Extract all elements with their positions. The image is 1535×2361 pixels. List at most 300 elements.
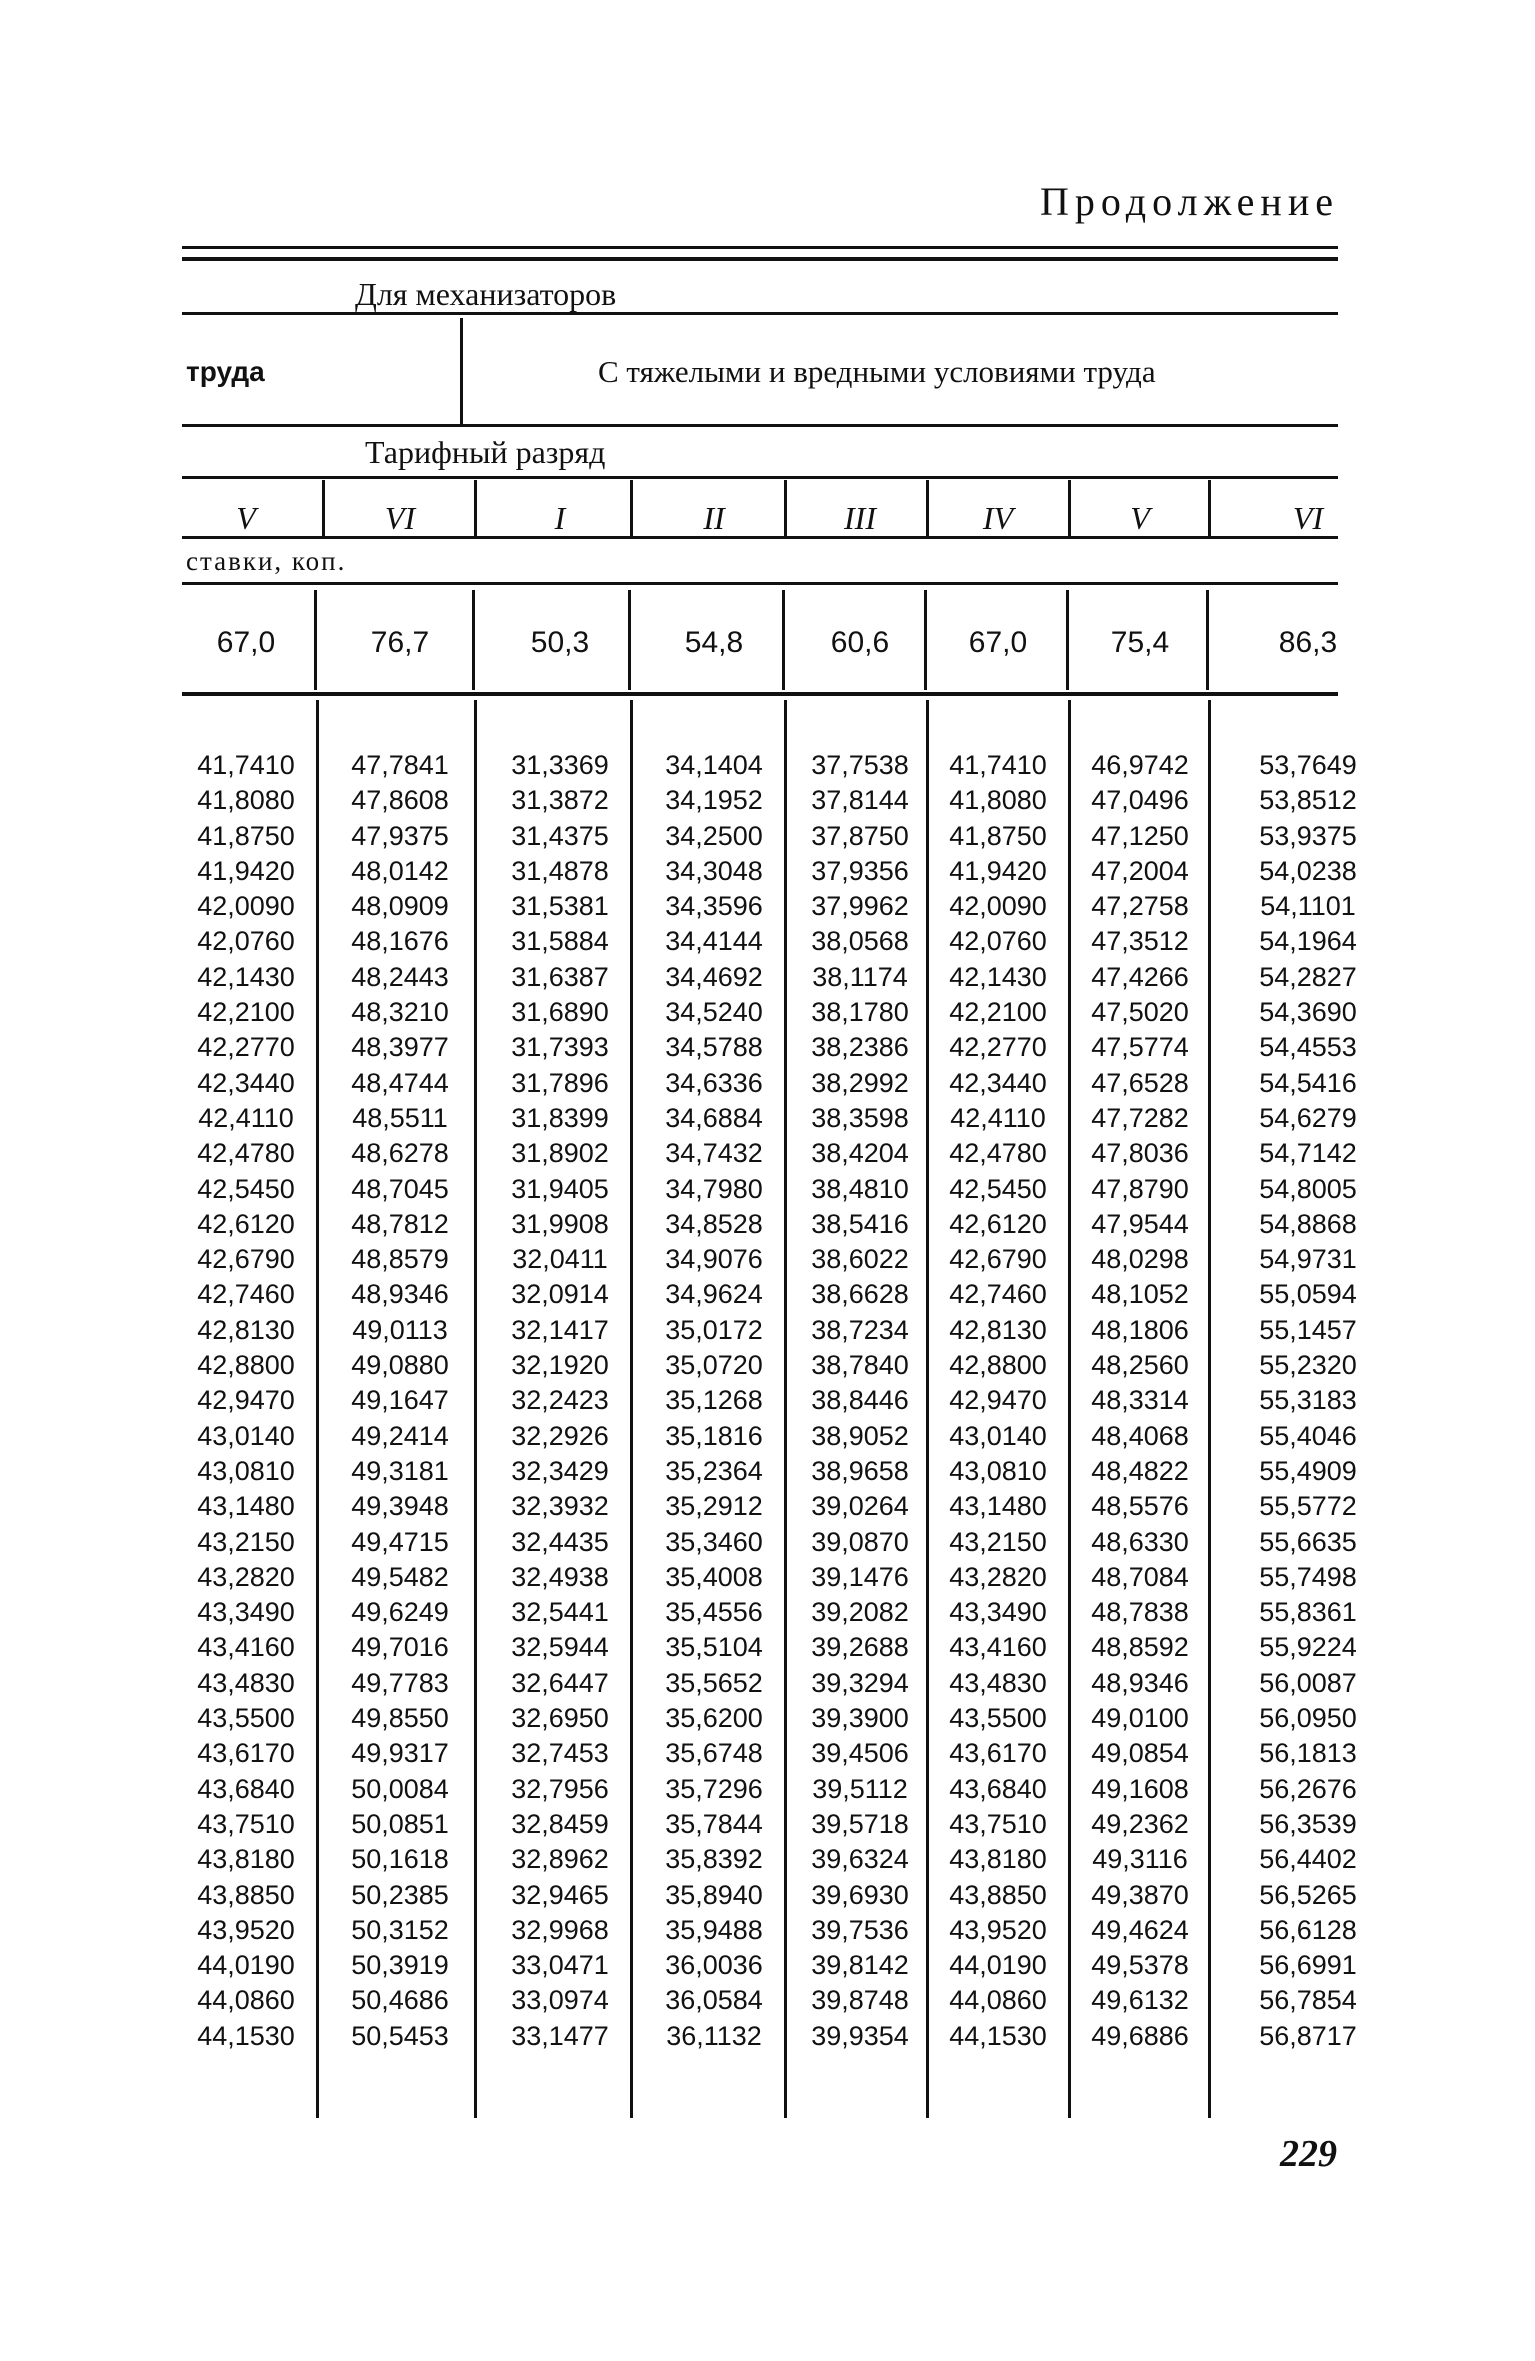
table-cell: 35,8940 <box>665 1879 763 1910</box>
table-cell: 31,8399 <box>511 1102 609 1133</box>
heavy-rule <box>182 424 1338 427</box>
table-cell: 42,7460 <box>949 1279 1047 1310</box>
table-cell: 32,7453 <box>511 1738 609 1769</box>
table-cell: 56,4402 <box>1259 1844 1357 1875</box>
table-cell: 42,2100 <box>197 997 295 1028</box>
table-cell: 56,0950 <box>1259 1703 1357 1734</box>
table-cell: 34,7980 <box>665 1173 763 1204</box>
table-cell: 39,8748 <box>811 1985 909 2016</box>
table-cell: 42,3440 <box>949 1067 1047 1098</box>
table-cell: 48,0298 <box>1091 1244 1189 1275</box>
table-cell: 49,7783 <box>351 1667 449 1698</box>
table-cell: 50,4686 <box>351 1985 449 2016</box>
table-cell: 43,2820 <box>949 1561 1047 1592</box>
table-cell: 42,0760 <box>949 926 1047 957</box>
table-cell: 42,1430 <box>197 961 295 992</box>
table-cell: 34,1952 <box>665 785 763 816</box>
table-cell: 33,0471 <box>511 1950 609 1981</box>
tariff-label: Тарифный разряд <box>365 434 606 470</box>
table-cell: 49,9317 <box>351 1738 449 1769</box>
table-cell: 31,6387 <box>511 961 609 992</box>
table-cell: 49,0113 <box>352 1314 448 1345</box>
table-cell: 44,1530 <box>197 2020 295 2051</box>
table-cell: 50,3919 <box>351 1950 449 1981</box>
table-cell: 39,3900 <box>811 1703 909 1734</box>
table-cell: 38,6022 <box>811 1244 909 1275</box>
table-cell: 56,6128 <box>1259 1914 1357 1945</box>
table-cell: 54,8868 <box>1259 1208 1357 1239</box>
trud-label: труда <box>186 356 265 387</box>
table-cell: 35,9488 <box>665 1914 763 1945</box>
table-cell: 48,0142 <box>351 855 449 886</box>
table-cell: 49,4715 <box>351 1526 449 1557</box>
table-cell: 48,4744 <box>351 1067 449 1098</box>
table-cell: 35,1268 <box>665 1385 763 1416</box>
table-cell: 42,2770 <box>949 1032 1047 1063</box>
table-cell: 50,5453 <box>351 2020 449 2051</box>
table-cell: 54,3690 <box>1259 997 1357 1028</box>
table-cell: 41,7410 <box>197 750 295 780</box>
data-column-4 <box>644 748 784 2054</box>
table-cell: 42,8130 <box>949 1314 1047 1345</box>
top-rule-2 <box>182 257 1338 261</box>
table-cell: 54,4553 <box>1259 1032 1357 1063</box>
table-cell: 34,3048 <box>665 855 763 886</box>
table-cell: 43,4160 <box>949 1632 1047 1663</box>
table-cell: 32,0914 <box>511 1279 609 1310</box>
table-cell: 49,4624 <box>1091 1914 1189 1945</box>
table-cell: 34,7432 <box>665 1138 763 1169</box>
table-cell: 42,6790 <box>197 1244 295 1275</box>
table-cell: 54,1101 <box>1260 891 1356 922</box>
table-cell: 39,7536 <box>811 1914 909 1945</box>
table-cell: 49,6132 <box>1091 1985 1189 2016</box>
table-cell: 43,6170 <box>197 1738 295 1769</box>
table-cell: 43,4160 <box>197 1632 295 1663</box>
table-cell: 47,6528 <box>1091 1067 1189 1098</box>
table-cell: 43,0140 <box>949 1420 1047 1451</box>
table-cell: 42,2770 <box>197 1032 295 1063</box>
table-cell: 43,0810 <box>197 1455 295 1486</box>
table-cell: 43,6840 <box>197 1773 295 1804</box>
table-cell: 35,6748 <box>665 1738 763 1769</box>
table-cell: 43,5500 <box>197 1703 295 1734</box>
table-cell: 48,2560 <box>1091 1350 1189 1381</box>
table-cell: 43,2150 <box>949 1526 1047 1557</box>
table-cell: 49,0854 <box>1091 1738 1189 1769</box>
table-cell: 39,0264 <box>811 1491 909 1522</box>
table-cell: 47,4266 <box>1091 961 1189 992</box>
table-cell: 43,1480 <box>949 1491 1047 1522</box>
grade-col-7: V <box>1130 500 1150 536</box>
grade-divider <box>474 480 477 536</box>
table-cell: 47,8608 <box>351 785 449 816</box>
table-cell: 31,9405 <box>511 1173 609 1204</box>
table-cell: 49,0100 <box>1091 1703 1189 1734</box>
table-cell: 48,3210 <box>351 997 449 1028</box>
table-cell: 43,9520 <box>949 1914 1047 1945</box>
table-cell: 35,5104 <box>665 1632 763 1663</box>
table-cell: 46,9742 <box>1091 750 1189 780</box>
table-cell: 34,2500 <box>665 820 763 851</box>
data-column-5 <box>790 748 930 2054</box>
table-cell: 50,1618 <box>351 1844 449 1875</box>
body-divider <box>784 700 787 2118</box>
rate-col-6: 67,0 <box>968 626 1028 659</box>
table-cell: 35,8392 <box>665 1844 763 1875</box>
table-cell: 48,6330 <box>1091 1526 1189 1557</box>
table-cell: 42,6120 <box>949 1208 1047 1239</box>
table-cell: 31,7896 <box>511 1067 609 1098</box>
table-cell: 39,5718 <box>811 1808 909 1839</box>
table-cell: 55,1457 <box>1259 1314 1357 1345</box>
grade-col-6: IV <box>982 500 1014 536</box>
table-cell: 32,2926 <box>511 1420 609 1451</box>
table-cell: 39,8142 <box>811 1950 909 1981</box>
table-cell: 31,9908 <box>511 1208 609 1239</box>
table-cell: 32,5944 <box>511 1632 609 1663</box>
table-cell: 32,7956 <box>511 1773 609 1804</box>
table-cell: 47,5020 <box>1091 997 1189 1028</box>
table-cell: 32,1417 <box>511 1314 609 1345</box>
table-cell: 48,5576 <box>1091 1491 1189 1522</box>
table-cell: 33,0974 <box>511 1985 609 2016</box>
table-cell: 48,7084 <box>1091 1561 1189 1592</box>
table-cell: 42,9470 <box>949 1385 1047 1416</box>
table-cell: 43,0810 <box>949 1455 1047 1486</box>
table-cell: 43,9520 <box>197 1914 295 1945</box>
table-cell: 39,1476 <box>811 1561 909 1592</box>
table-cell: 34,6336 <box>665 1067 763 1098</box>
table-cell: 32,9465 <box>511 1879 609 1910</box>
table-cell: 32,3429 <box>511 1455 609 1486</box>
table-cell: 55,3183 <box>1259 1385 1357 1416</box>
table-cell: 48,4822 <box>1091 1455 1189 1486</box>
table-cell: 32,0411 <box>512 1244 608 1275</box>
table-cell: 48,2443 <box>351 961 449 992</box>
table-cell: 38,2386 <box>811 1032 909 1063</box>
table-cell: 47,2758 <box>1091 891 1189 922</box>
table-cell: 34,8528 <box>665 1208 763 1239</box>
table-cell: 41,8750 <box>197 820 295 851</box>
table-cell: 36,1132 <box>666 2020 762 2051</box>
table-cell: 49,6249 <box>351 1597 449 1628</box>
table-cell: 34,9624 <box>665 1279 763 1310</box>
table-cell: 54,1964 <box>1259 926 1357 957</box>
table-cell: 32,9968 <box>511 1914 609 1945</box>
group-rule <box>182 312 1338 315</box>
table-cell: 37,7538 <box>811 750 909 780</box>
table-cell: 56,2676 <box>1259 1773 1357 1804</box>
table-cell: 50,2385 <box>351 1879 449 1910</box>
table-cell: 54,7142 <box>1259 1138 1357 1169</box>
table-cell: 49,0880 <box>351 1350 449 1381</box>
table-cell: 42,4110 <box>950 1102 1046 1133</box>
page-number: 229 <box>1280 2133 1337 2175</box>
table-cell: 41,9420 <box>949 855 1047 886</box>
table-cell: 35,6200 <box>665 1703 763 1734</box>
table-cell: 47,7282 <box>1091 1102 1189 1133</box>
table-cell: 49,3181 <box>351 1455 449 1486</box>
table-cell: 47,8036 <box>1091 1138 1189 1169</box>
table-cell: 32,3932 <box>511 1491 609 1522</box>
table-cell: 49,6886 <box>1091 2020 1189 2051</box>
table-cell: 35,7296 <box>665 1773 763 1804</box>
table-cell: 41,7410 <box>949 750 1047 780</box>
table-cell: 47,5774 <box>1091 1032 1189 1063</box>
table-cell: 50,0851 <box>351 1808 449 1839</box>
table-cell: 32,4938 <box>511 1561 609 1592</box>
grade-col-2: VI <box>384 500 416 536</box>
table-cell: 55,4046 <box>1259 1420 1357 1451</box>
table-cell: 34,9076 <box>665 1244 763 1275</box>
table-cell: 47,2004 <box>1091 855 1189 886</box>
table-cell: 35,3460 <box>665 1526 763 1557</box>
table-cell: 48,3314 <box>1091 1385 1189 1416</box>
table-cell: 48,4068 <box>1091 1420 1189 1451</box>
table-cell: 42,2100 <box>949 997 1047 1028</box>
body-divider <box>630 700 633 2118</box>
table-cell: 39,0870 <box>811 1526 909 1557</box>
table-cell: 43,8850 <box>197 1879 295 1910</box>
rate-col-1: 67,0 <box>216 626 276 659</box>
table-cell: 38,6628 <box>811 1279 909 1310</box>
data-column-7 <box>1070 748 1210 2054</box>
page-title: Продолжение <box>1040 179 1339 224</box>
grade-col-4: II <box>703 500 725 536</box>
tariff-rule <box>182 476 1338 479</box>
table-cell: 38,1174 <box>812 961 908 992</box>
table-cell: 55,6635 <box>1259 1526 1357 1557</box>
table-cell: 50,3152 <box>351 1914 449 1945</box>
table-cell: 42,4780 <box>949 1138 1047 1169</box>
table-cell: 47,8790 <box>1091 1173 1189 1204</box>
table-cell: 39,6324 <box>811 1844 909 1875</box>
table-cell: 49,8550 <box>351 1703 449 1734</box>
grade-col-8: VI <box>1292 500 1324 536</box>
data-column-1 <box>176 748 316 2054</box>
table-cell: 54,2827 <box>1259 961 1357 992</box>
table-cell: 31,5884 <box>511 926 609 957</box>
table-cell: 37,8750 <box>811 820 909 851</box>
table-cell: 49,2414 <box>351 1420 449 1451</box>
table-cell: 31,3369 <box>511 750 609 780</box>
table-cell: 34,5240 <box>665 997 763 1028</box>
table-cell: 54,9731 <box>1259 1244 1357 1275</box>
table-cell: 44,0860 <box>949 1985 1047 2016</box>
table-cell: 49,3870 <box>1091 1879 1189 1910</box>
top-rule <box>182 246 1338 249</box>
table-cell: 49,3116 <box>1092 1844 1188 1875</box>
heavy-conditions-label: С тяжелыми и вредными условиями труда <box>598 354 1156 389</box>
table-cell: 42,5450 <box>197 1173 295 1204</box>
divider-header <box>460 318 463 426</box>
table-cell: 43,8180 <box>949 1844 1047 1875</box>
table-cell: 35,2364 <box>665 1455 763 1486</box>
table-cell: 35,1816 <box>665 1420 763 1451</box>
table-cell: 54,8005 <box>1259 1173 1357 1204</box>
table-cell: 42,1430 <box>949 961 1047 992</box>
table-cell: 43,0140 <box>197 1420 295 1451</box>
table-cell: 39,6930 <box>811 1879 909 1910</box>
grade-col-1: V <box>236 500 256 536</box>
grade-col-3: I <box>554 500 566 536</box>
table-cell: 56,3539 <box>1259 1808 1357 1839</box>
table-cell: 48,8579 <box>351 1244 449 1275</box>
table-cell: 44,1530 <box>949 2020 1047 2051</box>
table-cell: 48,1676 <box>351 926 449 957</box>
table-cell: 55,0594 <box>1259 1279 1357 1310</box>
rate-divider <box>472 590 475 690</box>
table-cell: 42,8800 <box>197 1350 295 1381</box>
table-cell: 35,0720 <box>665 1350 763 1381</box>
table-cell: 42,6120 <box>197 1208 295 1239</box>
body-divider <box>474 700 477 2118</box>
table-cell: 38,9052 <box>811 1420 909 1451</box>
table-cell: 48,6278 <box>351 1138 449 1169</box>
table-cell: 41,9420 <box>197 855 295 886</box>
table-cell: 49,1647 <box>351 1385 449 1416</box>
table-cell: 49,7016 <box>351 1632 449 1663</box>
table-cell: 38,7234 <box>811 1314 909 1345</box>
table-cell: 38,0568 <box>811 926 909 957</box>
table-cell: 36,0584 <box>665 1985 763 2016</box>
table-cell: 42,0090 <box>949 891 1047 922</box>
table-cell: 38,3598 <box>811 1102 909 1133</box>
table-cell: 55,9224 <box>1259 1632 1357 1663</box>
group-label: Для механизаторов <box>355 276 617 312</box>
table-cell: 47,7841 <box>351 750 449 780</box>
table-cell: 42,8130 <box>197 1314 295 1345</box>
table-cell: 55,7498 <box>1259 1561 1357 1592</box>
table-cell: 44,0860 <box>197 1985 295 2016</box>
table-cell: 48,7838 <box>1091 1597 1189 1628</box>
table-cell: 37,9356 <box>811 855 909 886</box>
table-cell: 42,0760 <box>197 926 295 957</box>
grade-divider <box>322 480 325 536</box>
table-cell: 48,1806 <box>1091 1314 1189 1345</box>
table-cell: 35,2912 <box>665 1491 763 1522</box>
table-cell: 35,0172 <box>665 1314 763 1345</box>
table-cell: 32,8962 <box>511 1844 609 1875</box>
table-cell: 44,0190 <box>949 1950 1047 1981</box>
table-cell: 42,6790 <box>949 1244 1047 1275</box>
table-cell: 47,9375 <box>351 820 449 851</box>
table-cell: 31,7393 <box>511 1032 609 1063</box>
table-cell: 35,4008 <box>665 1561 763 1592</box>
table-cell: 43,4830 <box>197 1667 295 1698</box>
grade-divider <box>784 480 787 536</box>
table-cell: 44,0190 <box>197 1950 295 1981</box>
table-cell: 49,5378 <box>1091 1950 1189 1981</box>
table-cell: 48,3977 <box>351 1032 449 1063</box>
rate-col-7: 75,4 <box>1110 626 1170 659</box>
grade-col-5: III <box>844 500 876 536</box>
table-cell: 54,0238 <box>1259 855 1357 886</box>
table-cell: 53,9375 <box>1259 820 1357 851</box>
rate-col-2: 76,7 <box>370 626 430 659</box>
table-cell: 48,8592 <box>1091 1632 1189 1663</box>
table-cell: 54,5416 <box>1259 1067 1357 1098</box>
table-cell: 53,7649 <box>1259 750 1357 780</box>
table-cell: 34,1404 <box>665 750 763 780</box>
table-cell: 35,7844 <box>665 1808 763 1839</box>
table-cell: 48,1052 <box>1091 1279 1189 1310</box>
table-cell: 43,3490 <box>197 1597 295 1628</box>
table-cell: 43,7510 <box>949 1808 1047 1839</box>
table-cell: 48,0909 <box>351 891 449 922</box>
table-cell: 47,9544 <box>1091 1208 1189 1239</box>
table-cell: 48,5511 <box>352 1102 448 1133</box>
table-cell: 48,7812 <box>351 1208 449 1239</box>
table-cell: 32,4435 <box>511 1526 609 1557</box>
table-cell: 39,3294 <box>811 1667 909 1698</box>
table-cell: 34,4692 <box>665 961 763 992</box>
table-cell: 31,3872 <box>511 785 609 816</box>
table-cell: 56,8717 <box>1259 2020 1357 2051</box>
table-cell: 34,3596 <box>665 891 763 922</box>
table-cell: 43,1480 <box>197 1491 295 1522</box>
table-cell: 47,1250 <box>1091 820 1189 851</box>
table-cell: 55,5772 <box>1259 1491 1357 1522</box>
rate-col-8: 86,3 <box>1278 626 1338 659</box>
table-cell: 48,7045 <box>351 1173 449 1204</box>
table-cell: 42,4110 <box>198 1102 294 1133</box>
table-cell: 38,9658 <box>811 1455 909 1486</box>
data-column-8 <box>1238 748 1378 2054</box>
table-cell: 56,1813 <box>1259 1738 1357 1769</box>
table-cell: 49,5482 <box>351 1561 449 1592</box>
table-cell: 50,0084 <box>351 1773 449 1804</box>
table-cell: 47,3512 <box>1091 926 1189 957</box>
table-cell: 43,7510 <box>197 1808 295 1839</box>
table-cell: 43,8850 <box>949 1879 1047 1910</box>
table-cell: 37,9962 <box>811 891 909 922</box>
units-label: ставки, коп. <box>186 546 347 576</box>
table-cell: 31,4375 <box>511 820 609 851</box>
body-divider <box>316 700 319 2118</box>
data-column-6 <box>928 748 1068 2054</box>
table-cell: 42,0090 <box>197 891 295 922</box>
table-cell: 56,5265 <box>1259 1879 1357 1910</box>
table-cell: 39,2082 <box>811 1597 909 1628</box>
table-cell: 39,2688 <box>811 1632 909 1663</box>
table-cell: 55,4909 <box>1259 1455 1357 1486</box>
table-cell: 31,4878 <box>511 855 609 886</box>
table-cell: 32,2423 <box>511 1385 609 1416</box>
table-cell: 39,4506 <box>811 1738 909 1769</box>
grade-rule <box>182 536 1338 539</box>
table-cell: 32,6447 <box>511 1667 609 1698</box>
table-cell: 49,2362 <box>1091 1808 1189 1839</box>
table-cell: 43,2820 <box>197 1561 295 1592</box>
table-cell: 35,4556 <box>665 1597 763 1628</box>
rate-rule <box>182 692 1338 696</box>
table-cell: 43,5500 <box>949 1703 1047 1734</box>
table-cell: 41,8750 <box>949 820 1047 851</box>
table-cell: 38,2992 <box>811 1067 909 1098</box>
table-cell: 43,3490 <box>949 1597 1047 1628</box>
table-cell: 56,6991 <box>1259 1950 1357 1981</box>
data-column-2 <box>330 748 470 2054</box>
table-cell: 34,4144 <box>665 926 763 957</box>
table-cell: 47,0496 <box>1091 785 1189 816</box>
table-cell: 31,8902 <box>511 1138 609 1169</box>
table-cell: 43,2150 <box>197 1526 295 1557</box>
table-cell: 37,8144 <box>811 785 909 816</box>
grade-divider <box>630 480 633 536</box>
table-cell: 38,1780 <box>811 997 909 1028</box>
